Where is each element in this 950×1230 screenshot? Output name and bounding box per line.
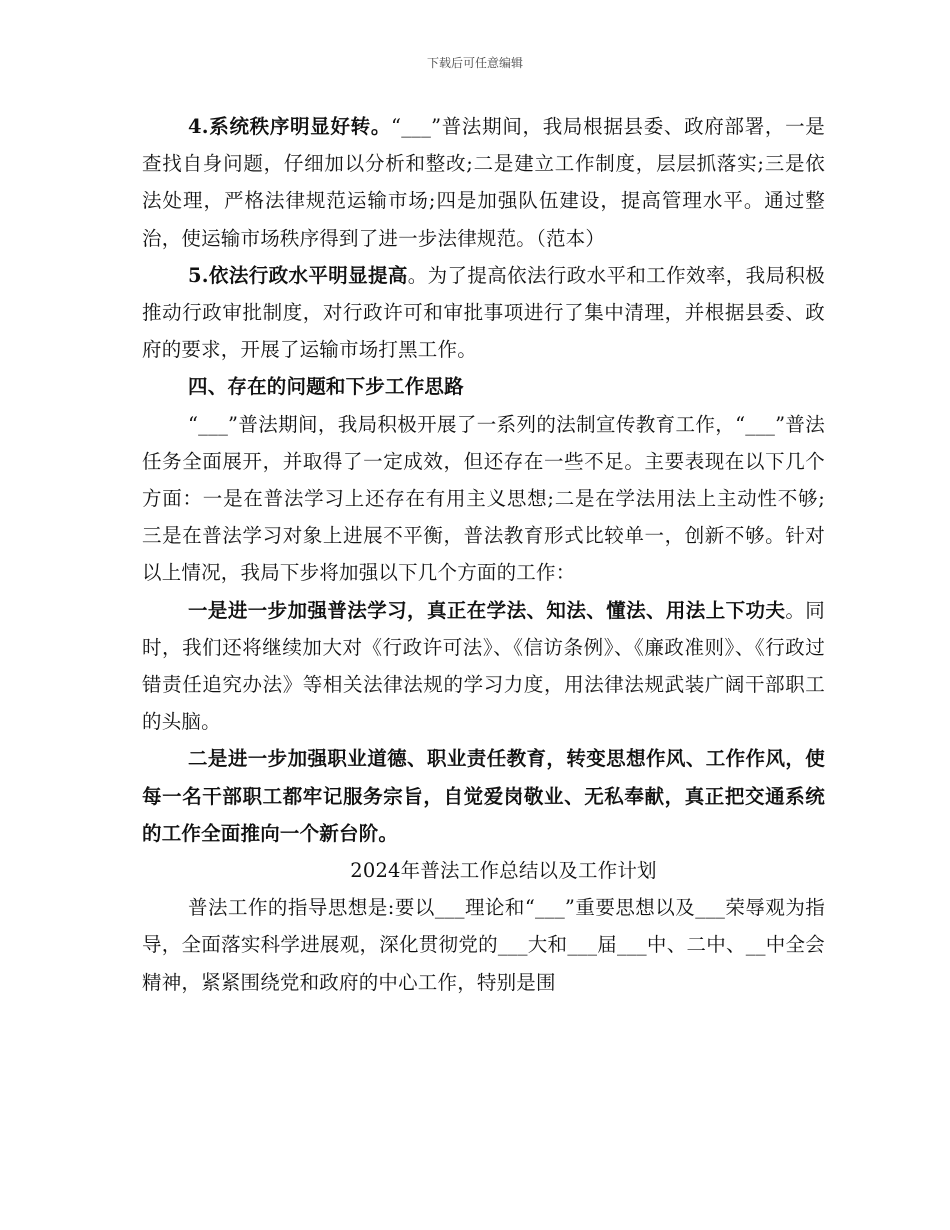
document-title: 2024年普法工作总结以及工作计划 bbox=[350, 859, 657, 883]
paragraph-4-body: “___”普法期间，我局根据县委、政府部署，一是查找自身问题，仔细加以分析和整改;二是建立工作制度，层层抓落实;三是依法处理，严格法律规范运输市场;四是加强队伍建设，提高管理水平。通过整治，使运输市场秩序得到了进一步法律规范。（范本） bbox=[142, 115, 825, 250]
header-note: 下载后可任意编辑 bbox=[426, 56, 523, 70]
paragraph-5-lead: 5.依法行政水平明显提高 bbox=[188, 263, 408, 287]
measure-1-body: 。同时，我们还将继续加大对《行政许可法》、《信访条例》、《廉政准则》、《行政过错责任追究办法》等相关法律法规的学习力度，用法律法规武装广阔干部职工的头脑。 bbox=[142, 598, 825, 734]
paragraph-4 bbox=[142, 108, 825, 257]
paragraph-measure-2: 二是进一步加强职业道德、职业责任教育，转变思想作风、工作作风，使每一名干部职工都牢记服务宗旨，自觉爱岗敬业、无私奉献，真正把交通系统的工作全面推向一个新台阶。 bbox=[142, 747, 825, 845]
paragraph-5-body: 。为了提高依法行政水平和工作效率，我局积极推动行政审批制度，对行政许可和审批事项进行了集中清理，并根据县委、政府的要求，开展了运输市场打黑工作。 bbox=[142, 263, 826, 362]
paragraph-guiding-thought: 普法工作的指导思想是:要以___理论和“___”重要思想以及___荣辱观为指导，全面落实科学进展观，深化贯彻党的___大和___届___中、二中、__中全会精神，紧紧围绕党和政府的中心工作，特别是围 bbox=[142, 896, 825, 994]
measure-1-lead: 一是进一步加强普法学习，真正在学法、知法、懂法、用法上下功夫 bbox=[188, 598, 786, 622]
paragraph-4-lead: 4.系统秩序明显好转。 bbox=[188, 115, 392, 138]
paragraph-5 bbox=[142, 257, 825, 369]
document-body bbox=[142, 108, 825, 1001]
section-heading-4: 四、存在的问题和下步工作思路 bbox=[188, 375, 464, 399]
paragraph-problems: “___”普法期间，我局积极开展了一系列的法制宣传教育工作，“___”普法任务全面展开，并取得了一定成效，但还存在一些不足。主要表现在以下几个方面：一是在普法学习上还存在有用主义思想;二是在学法用法上主动性不够;三是在普法学习对象上进展不平衡，普法教育形式比较单一，创新不够。针对以上情况，我局下步将加强以下几个方面的工作： bbox=[142, 412, 825, 585]
paragraph-measure-1 bbox=[142, 592, 825, 741]
